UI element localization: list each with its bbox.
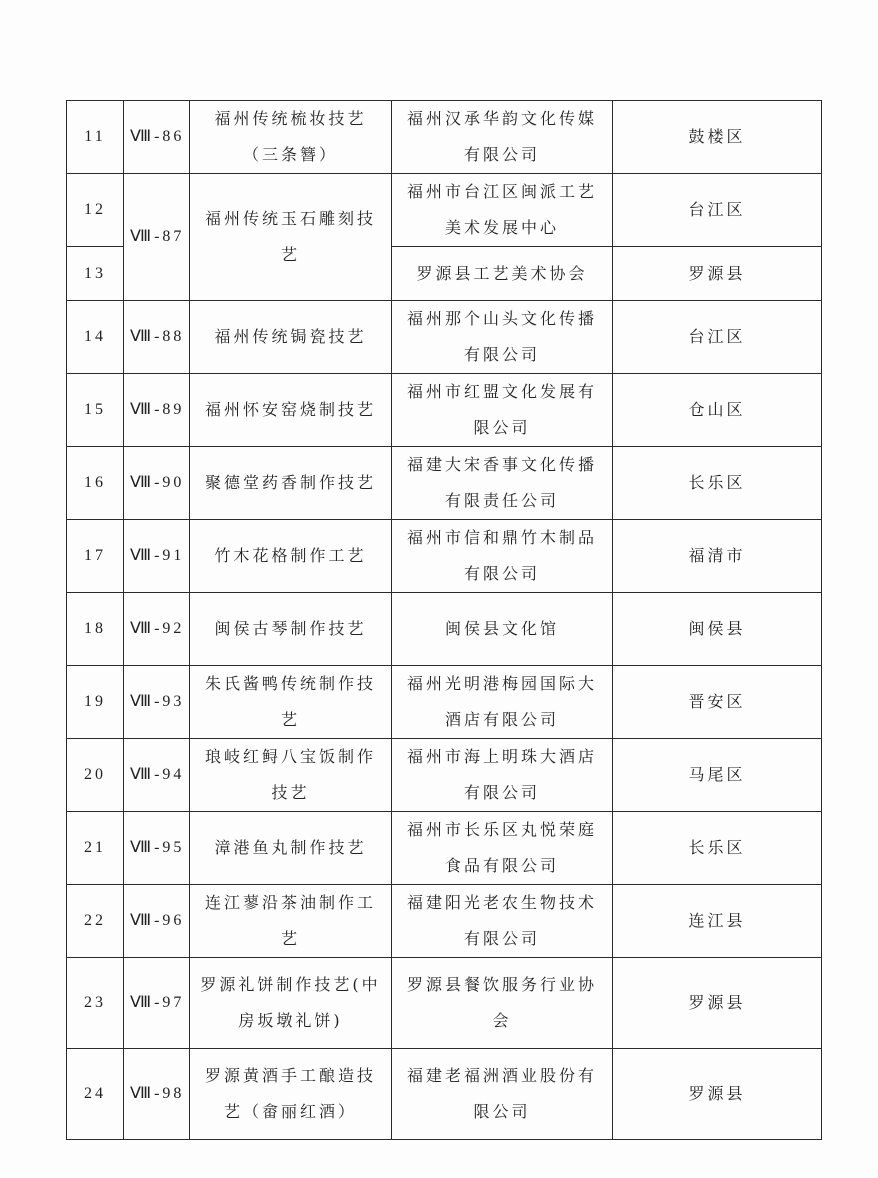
- district: 仓山区: [613, 374, 822, 447]
- heritage-item: 罗源黄酒手工酿造技艺（畲丽红酒）: [190, 1049, 392, 1140]
- item-code: Ⅷ-89: [124, 374, 190, 447]
- district: 台江区: [613, 174, 822, 247]
- row-number: 24: [67, 1049, 124, 1140]
- protection-unit: 福建老福洲酒业股份有限公司: [392, 1049, 613, 1140]
- district: 长乐区: [613, 447, 822, 520]
- row-number: 15: [67, 374, 124, 447]
- heritage-item: 闽侯古琴制作技艺: [190, 593, 392, 666]
- heritage-item: 福州传统锔瓷技艺: [190, 301, 392, 374]
- protection-unit: 福州汉承华韵文化传媒有限公司: [392, 101, 613, 174]
- row-number: 17: [67, 520, 124, 593]
- heritage-item: 福州传统梳妆技艺（三条簪）: [190, 101, 392, 174]
- protection-unit: 福建大宋香事文化传播有限责任公司: [392, 447, 613, 520]
- district: 福清市: [613, 520, 822, 593]
- heritage-item: 竹木花格制作工艺: [190, 520, 392, 593]
- row-number: 23: [67, 958, 124, 1049]
- heritage-item: 连江蓼沿茶油制作工艺: [190, 885, 392, 958]
- table-row: [67, 593, 822, 666]
- table-row: [67, 885, 822, 958]
- row-number: 22: [67, 885, 124, 958]
- table-row: [67, 447, 822, 520]
- row-number: 19: [67, 666, 124, 739]
- protection-unit: 福建阳光老农生物技术有限公司: [392, 885, 613, 958]
- table-row: [67, 666, 822, 739]
- table-row: [67, 374, 822, 447]
- heritage-item: 朱氏酱鸭传统制作技艺: [190, 666, 392, 739]
- district: 鼓楼区: [613, 101, 822, 174]
- heritage-item: 福州传统玉石雕刻技艺: [190, 174, 392, 301]
- protection-unit: 福州市台江区闽派工艺美术发展中心: [392, 174, 613, 247]
- row-number: 13: [67, 247, 124, 301]
- protection-unit: 福州市长乐区丸悦荣庭食品有限公司: [392, 812, 613, 885]
- item-code: Ⅷ-93: [124, 666, 190, 739]
- protection-unit: 福州市红盟文化发展有限公司: [392, 374, 613, 447]
- row-number: 11: [67, 101, 124, 174]
- row-number: 20: [67, 739, 124, 812]
- item-code: Ⅷ-94: [124, 739, 190, 812]
- district: 晋安区: [613, 666, 822, 739]
- item-code: Ⅷ-98: [124, 1049, 190, 1140]
- district: 罗源县: [613, 247, 822, 301]
- table-row: [67, 520, 822, 593]
- heritage-item: 聚德堂药香制作技艺: [190, 447, 392, 520]
- table-row: [67, 812, 822, 885]
- protection-unit: 福州市信和鼎竹木制品有限公司: [392, 520, 613, 593]
- row-number: 16: [67, 447, 124, 520]
- table-row: [67, 958, 822, 1049]
- row-number: 21: [67, 812, 124, 885]
- row-number: 18: [67, 593, 124, 666]
- district: 罗源县: [613, 958, 822, 1049]
- heritage-list-table: [66, 100, 822, 1140]
- district: 罗源县: [613, 1049, 822, 1140]
- protection-unit: 闽侯县文化馆: [392, 593, 613, 666]
- heritage-item: 罗源礼饼制作技艺(中房坂墩礼饼): [190, 958, 392, 1049]
- protection-unit: 福州市海上明珠大酒店有限公司: [392, 739, 613, 812]
- district: 马尾区: [613, 739, 822, 812]
- table-row: [67, 301, 822, 374]
- table-row: [67, 174, 822, 247]
- item-code: Ⅷ-88: [124, 301, 190, 374]
- table-row: [67, 739, 822, 812]
- protection-unit: 福州光明港梅园国际大酒店有限公司: [392, 666, 613, 739]
- item-code: Ⅷ-90: [124, 447, 190, 520]
- item-code: Ⅷ-95: [124, 812, 190, 885]
- item-code: Ⅷ-97: [124, 958, 190, 1049]
- row-number: 12: [67, 174, 124, 247]
- district: 闽侯县: [613, 593, 822, 666]
- table-row: [67, 1049, 822, 1140]
- protection-unit: 罗源县餐饮服务行业协会: [392, 958, 613, 1049]
- item-code: Ⅷ-96: [124, 885, 190, 958]
- district: 长乐区: [613, 812, 822, 885]
- row-number: 14: [67, 301, 124, 374]
- item-code: Ⅷ-91: [124, 520, 190, 593]
- district: 台江区: [613, 301, 822, 374]
- item-code: Ⅷ-92: [124, 593, 190, 666]
- heritage-item: 福州怀安窑烧制技艺: [190, 374, 392, 447]
- table-row: [67, 101, 822, 174]
- protection-unit: 福州那个山头文化传播有限公司: [392, 301, 613, 374]
- heritage-item: 琅岐红鲟八宝饭制作技艺: [190, 739, 392, 812]
- district: 连江县: [613, 885, 822, 958]
- item-code: Ⅷ-86: [124, 101, 190, 174]
- protection-unit: 罗源县工艺美术协会: [392, 247, 613, 301]
- item-code: Ⅷ-87: [124, 174, 190, 301]
- heritage-item: 漳港鱼丸制作技艺: [190, 812, 392, 885]
